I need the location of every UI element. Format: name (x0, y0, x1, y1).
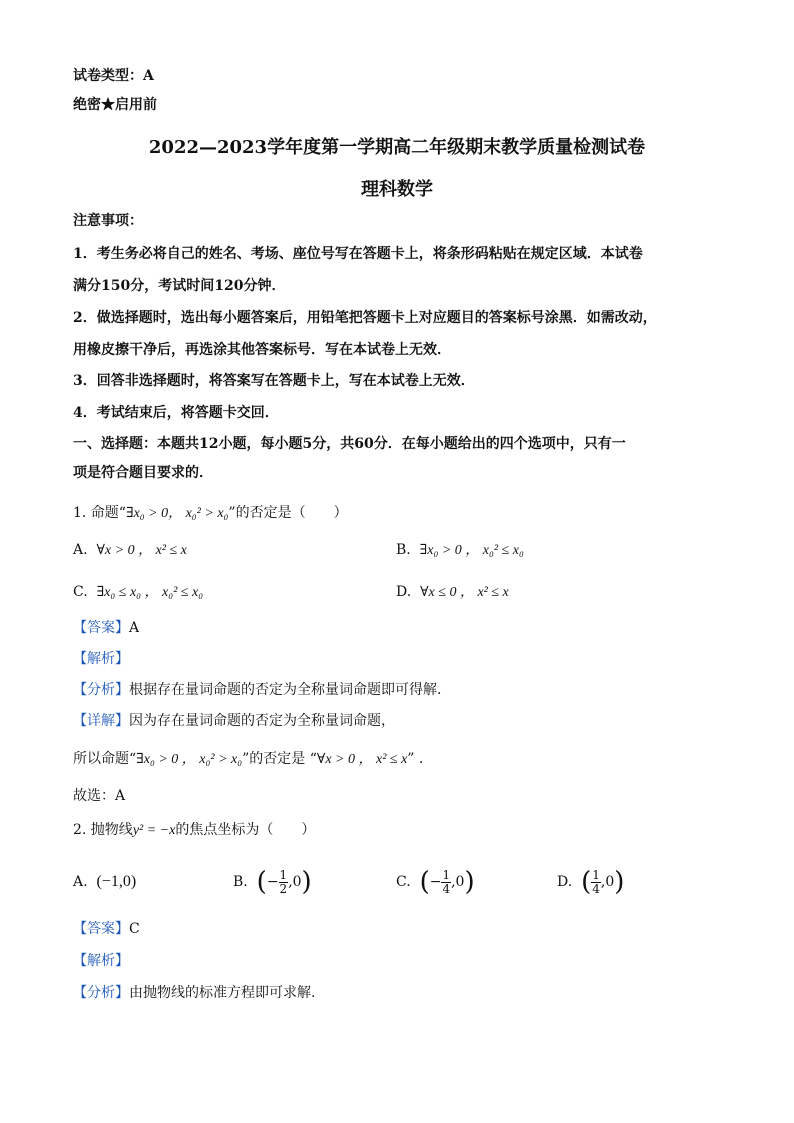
q2-option-c-label: C. (396, 874, 411, 890)
note-3: 3．回答非选择题时，将答案写在答题卡上，写在本试卷上无效． (73, 373, 475, 389)
paper-type: 试卷类型：A (73, 68, 154, 84)
note-1-line-2: 满分150分，考试时间120分钟． (73, 278, 286, 294)
q2-option-b-fraction (279, 869, 289, 896)
q2-option-c-num: 1 (442, 867, 451, 882)
q1-option-d-text: ∀x ≤ 0 ， x² ≤ x (420, 585, 509, 600)
q2-stem-prefix: 2. 抛物线 (73, 822, 133, 838)
q1-option-a-text: ∀x > 0 ， x² ≤ x (96, 543, 187, 558)
q2-stem-suffix: 的焦点坐标为（ ） (175, 822, 316, 838)
q2-answer-value: C (129, 921, 140, 937)
q2-analysis-tag: 【解析】 (73, 953, 129, 969)
q2-option-a (73, 872, 136, 892)
q2-option-c (396, 861, 475, 903)
q2-option-d (557, 861, 624, 903)
q1-stem (73, 503, 348, 524)
q1-analysis-tag: 【解析】 (73, 651, 129, 667)
section-1-line-1: 一、选择题：本题共12小题，每小题5分，共60分．在每小题给出的四个选项中，只有一 (73, 436, 626, 452)
q2-option-b-label: B. (233, 874, 248, 890)
q1-so-suffix: ” . (407, 751, 424, 767)
q1-option-d-label: D. (396, 584, 412, 600)
note-2-line-1: 2．做选择题时，选出每小题答案后，用铅笔把答题卡上对应题目的答案标号涂黑．如需改动， (73, 310, 657, 326)
q1-so-mid: ”的否定是 “ (242, 751, 317, 767)
q2-fenxi-tag: 【分析】 (73, 985, 129, 1001)
q1-xiangjie-text: 因为存在量词命题的否定为全称量词命题， (129, 713, 395, 729)
q1-stem-prefix: 1. 命题“ (73, 505, 126, 521)
q2-option-c-sign: − (429, 874, 442, 890)
q2-option-d-open-paren: ( (581, 867, 592, 897)
q2-option-d-close-paren: ) (614, 867, 625, 897)
page-title: 2022—2023学年度第一学期高二年级期末教学质量检测试卷 (148, 137, 646, 158)
q1-fenxi (73, 680, 441, 700)
q2-option-d-den: 4 (592, 881, 600, 896)
q1-xiangjie-tag: 【详解】 (73, 713, 129, 729)
q2-fenxi-text: 由抛物线的标准方程即可求解. (129, 985, 316, 1001)
q1-option-b-label: B. (396, 542, 411, 558)
q2-option-d-tail: ,0 (600, 874, 615, 890)
q1-answer-tag: 【答案】 (73, 620, 129, 636)
q1-choice: 故选：A (73, 788, 126, 804)
section-1-line-2: 项是符合题目要求的． (73, 465, 213, 481)
q2-option-b-sign: − (266, 874, 279, 890)
q2-answer-tag: 【答案】 (73, 921, 129, 937)
notes-heading: 注意事项： (73, 213, 143, 229)
q1-option-a-label: A. (73, 542, 88, 558)
page-subtitle: 理科数学 (361, 179, 433, 200)
q2-option-c-close-paren: ) (464, 867, 475, 897)
q2-option-a-label: A. (73, 874, 88, 890)
q1-fenxi-tag: 【分析】 (73, 682, 129, 698)
q1-option-c-label: C. (73, 584, 88, 600)
q1-fenxi-text: 根据存在量词命题的否定为全称量词命题即可得解. (129, 682, 442, 698)
q2-option-c-tail: ,0 (451, 874, 465, 890)
q2-fenxi (73, 983, 315, 1003)
q1-stem-math: ∃x₀ > 0， x₀² > x₀ (125, 506, 229, 521)
q1-option-a (73, 540, 187, 561)
q2-option-c-open-paren: ( (419, 867, 430, 897)
note-4: 4．考试结束后，将答题卡交回． (73, 405, 279, 421)
q2-option-b-num: 1 (279, 867, 288, 882)
q1-so-math-2: ∀x > 0 ， x² ≤ x (316, 752, 408, 767)
q1-xiangjie (73, 711, 395, 731)
q1-answer-value: A (129, 620, 140, 636)
q1-so-prefix: 所以命题“ (73, 751, 137, 767)
q2-option-b-open-paren: ( (256, 867, 267, 897)
q2-option-d-fraction (591, 869, 601, 896)
q2-option-a-text: (−1,0) (96, 873, 137, 890)
q2-stem (73, 820, 315, 841)
q1-option-b (396, 540, 524, 561)
q1-option-c-text: ∃x₀ ≤ x₀ ， x₀² ≤ x₀ (96, 585, 204, 600)
q2-option-d-num: 1 (592, 867, 600, 882)
q1-so-math-1: ∃x₀ > 0 ， x₀² > x₀ (136, 752, 243, 767)
q2-option-d-label: D. (557, 874, 573, 890)
note-1-line-1: 1．考生务必将自己的姓名、考场、座位号写在答题卡上，将条形码粘贴在规定区域．本试卷 (73, 246, 643, 262)
q2-stem-math: y² = −x (132, 823, 176, 838)
q2-answer (73, 919, 140, 939)
q2-option-b-den: 2 (279, 881, 288, 896)
q2-option-b-close-paren: ) (301, 867, 312, 897)
q2-option-c-fraction (441, 869, 451, 896)
q1-conclusion (73, 749, 423, 770)
q2-option-b (233, 861, 312, 903)
q2-option-b-tail: ,0 (288, 874, 302, 890)
secret-mark: 绝密★启用前 (73, 97, 157, 113)
q1-answer (73, 618, 139, 638)
note-2-line-2: 用橡皮擦干净后，再选涂其他答案标号．写在本试卷上无效． (73, 342, 451, 358)
q1-option-d (396, 582, 509, 603)
q1-option-c (73, 582, 203, 603)
q1-option-b-text: ∃x₀ > 0 ， x₀² ≤ x₀ (419, 543, 524, 558)
q2-option-c-den: 4 (442, 881, 451, 896)
q1-stem-suffix: ”的否定是（ ） (228, 505, 348, 521)
